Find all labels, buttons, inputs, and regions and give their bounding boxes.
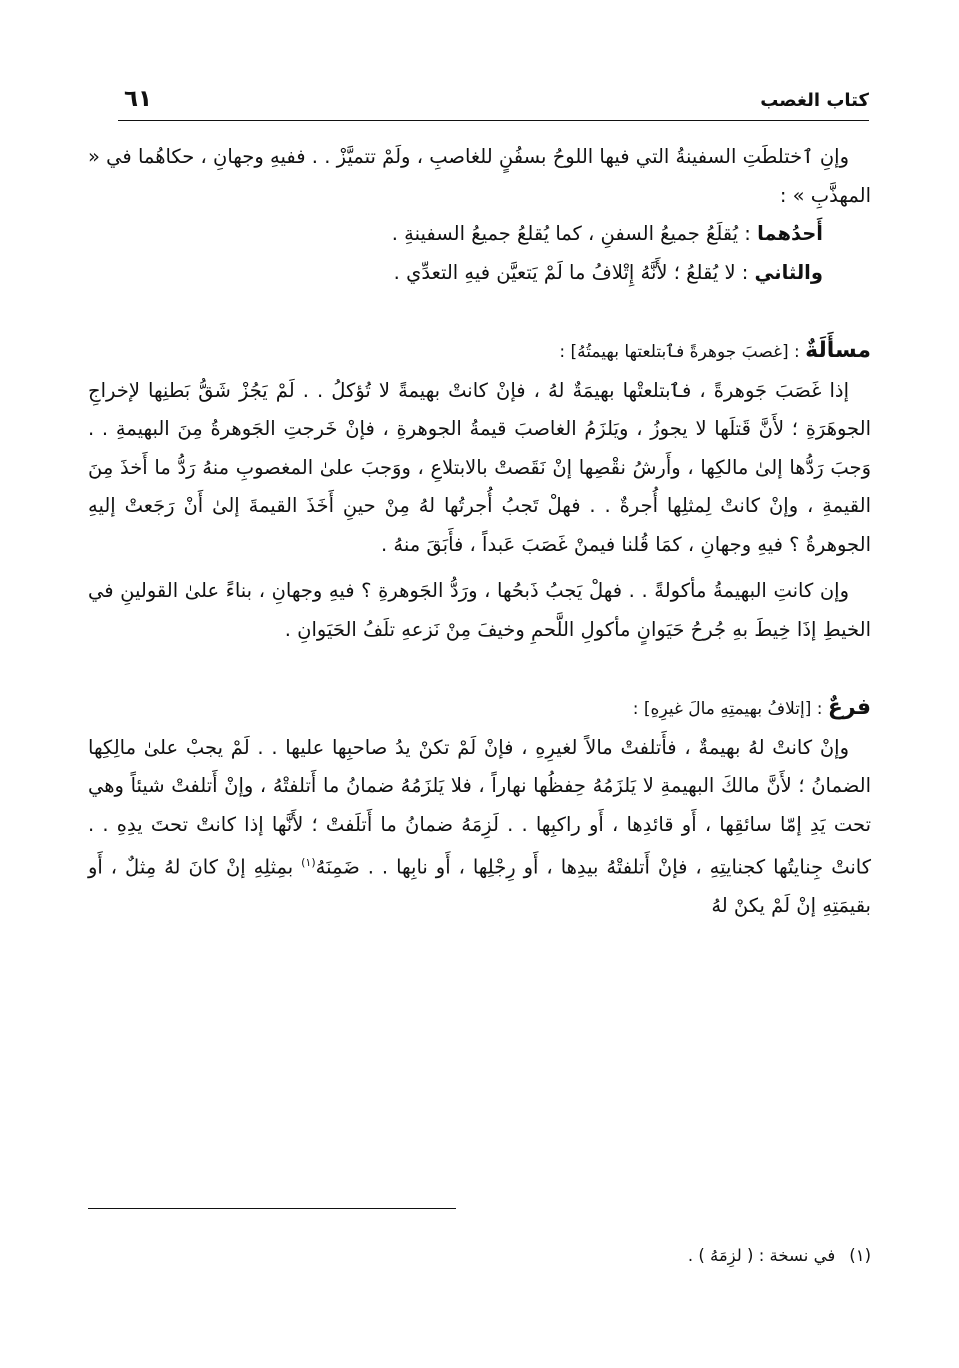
footnote (688, 1244, 871, 1268)
opinion-second-lead: والثاني (754, 260, 823, 284)
far-heading (88, 689, 871, 729)
footnote-number: (١) (849, 1246, 871, 1265)
far-paragraph-1-text: وإنْ كانتْ لهُ بهيمةٌ ، فأَتلفتْ مالاً لغيرِهِ ، فإنْ لَمْ تكنْ يدُ صاحبِها عليها . . لَمْ يجبْ علىٰ مالِكِها الضمانُ ؛ لأَنَّ مالكَ البهيمةِ لا يَلزَمُهُ حِفظُها نهاراً ، فلا يَلزَمُهُ ضمانُ ما أَتلفتْهُ ، وإنْ أَتلفتْ شيئاً وهي تحت يَدِ إمّا سائقِها ، أَو قائدِها ، أَو راكبِها . . لَزِمَهُ ضمانُ ما أَتلَفتْ ؛ لأَنَّها إذا كانتْ تحتَ يدِهِ . . كانتْ جِنايتُها كجنايتِهِ ، فإنْ أَتلفتْهُ بيدِها ، أَو رِجْلِها ، أَو نابِها . . ضَمِنَهُ (88, 735, 871, 879)
opinion-first-text: : يُقلَعُ جميعُ السفنِ ، كما يُقلعُ جميعُ السفينةِ . (391, 222, 758, 245)
opinion-second (88, 254, 871, 293)
opinion-first (88, 215, 871, 254)
section-spacer (88, 649, 871, 689)
footnote-reference[interactable]: (١) (301, 856, 316, 869)
far-paragraph-1 (88, 729, 871, 926)
far-heading-lead: فرعٌ (827, 695, 871, 720)
far-heading-subtitle: : [إتلافُ بهيمتِهِ مالَ غيرِهِ] : (632, 699, 828, 719)
intro-paragraph: وإنِ ٱختلطَتِ السفينةُ التي فيها اللوحُ بسفُنٍ للغاصبِ ، ولَمْ تتميَّزْ . . ففيهِ وجهانِ ، حكاهُما في « المهذَّبِ » : (88, 145, 871, 207)
section-spacer (88, 292, 871, 332)
opinion-second-text: : لا يُقلعُ ؛ لأَنَّهُ إِتْلافُ ما لَمْ يَتعيَّن فيهِ التعدِّي . (393, 260, 755, 284)
page-header (118, 86, 869, 121)
running-title: كتاب الغصب (760, 90, 869, 111)
main-text (88, 138, 871, 926)
footnote-separator (88, 1208, 456, 1209)
far-paragraph-1-continuation: بمِثلِهِ إنْ كانَ لهُ مِثلٌ ، أَو بقيمَتِهِ إنْ لَمْ يكنْ لهُ (88, 855, 871, 917)
paragraph-spacer (88, 564, 871, 572)
masala-heading-subtitle: : [غصبَ جوهرةً فٱبتلعتها بهيمتُهُ] : (559, 342, 806, 362)
masala-paragraph-1: إذا غَصَبَ جَوهرةً ، فٱبتلعتْها بهيمَةٌ لهُ ، فإنْ كانتْ بهيمةً لا تُؤكلُ . . لَمْ يَجُزْ شَقُّ بَطنِها لإخراجِ الجوهَرَةِ ؛ لأَنَّ قَتلَها لا يجوزُ ، ويَلزَمُ الغاصبَ قيمةُ الجوهرةِ ، فإنْ خَرجتِ الجَوهرةُ مِنَ البهيمةِ . . وَجبَ رَدُّها إلىٰ مالكِها ، وأَرشُ نقْصِها إنْ نَقَصتْ بالابتلاعِ ، ووَجبَ علىٰ المغصوبِ منهُ رَدُّ ما أَخذَ مِنَ القيمةِ ، وإنْ كانتْ لِمثلِها أُجرةٌ . . فهلْ تَجبُ أُجرتُها لهُ مِنْ حينِ أَخَذَ القيمةَ إلىٰ أَنْ رَجَعتْ إليهِ الجوهرةُ ؟ فيهِ وجهانِ ، كمَا قُلنا فيمنْ غَصَبَ عَبداً ، فأَبَقَ منهُ . (88, 378, 871, 556)
masala-heading (88, 332, 871, 372)
page-number: ٦١ (124, 86, 153, 112)
masala-heading-lead: مسأَلَةٌ (805, 338, 871, 363)
opinion-first-lead: أَحدُهما (757, 222, 823, 245)
footnote-text: في نسخة : ( لزِمَهُ ) . (687, 1246, 836, 1265)
masala-paragraph-2: وإن كانتِ البهيمةُ مأكولةً . . فهلْ يَجبُ ذَبحُها ، ورَدُّ الجَوهرةِ ؟ فيهِ وجهانِ ، بناءً علىٰ القولينِ في الخيطِ إذَا خِيطَ بهِ جُرحُ حَيَوانٍ مأكولِ اللَّحمِ وخيفَ مِنْ نَزعهِ تلَفُ الحَيَوانِ . (88, 579, 871, 641)
